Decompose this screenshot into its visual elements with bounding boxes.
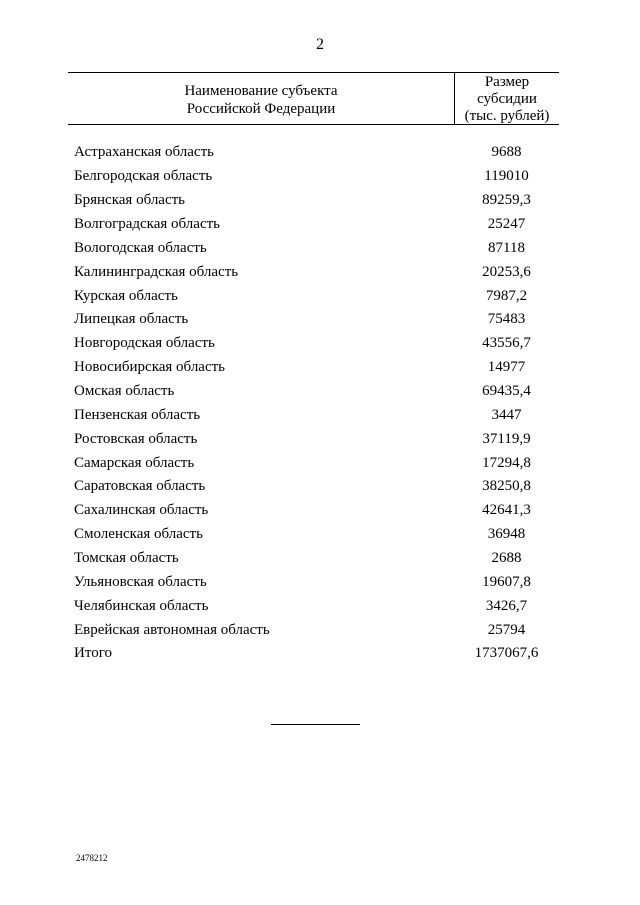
table-row	[74, 189, 559, 213]
subsidy-amount: 14977	[487, 359, 526, 376]
region-name: Новгородская область	[74, 335, 215, 352]
subsidy-amount: 43556,7	[482, 335, 531, 352]
table-row	[74, 618, 559, 642]
column-header-subsidy-amount-line: Размер	[484, 74, 530, 90]
subsidy-amount: 3447	[491, 406, 522, 423]
region-name: Саратовская область	[74, 478, 206, 495]
region-name: Вологодская область	[74, 239, 207, 256]
table-row	[74, 213, 559, 237]
region-name: Томская область	[74, 550, 179, 567]
table-row	[74, 141, 559, 165]
table-row	[74, 284, 559, 308]
subsidy-amount: 69435,4	[482, 383, 531, 400]
table-top-rule	[68, 72, 559, 73]
table-row	[74, 380, 559, 404]
page-number: 2	[316, 36, 324, 53]
subsidy-amount: 19607,8	[482, 573, 531, 590]
table-row	[74, 236, 559, 260]
table-total-row	[74, 642, 559, 666]
subsidy-amount: 17294,8	[482, 454, 531, 471]
subsidy-amount: 3426,7	[485, 597, 528, 614]
subsidy-amount: 9688	[491, 144, 522, 161]
column-header-region-name-line: Наименование субъекта	[184, 83, 338, 99]
region-name: Челябинская область	[74, 597, 209, 614]
subsidy-amount: 36948	[487, 526, 526, 543]
total-amount: 1737067,6	[474, 645, 539, 662]
region-name: Сахалинская область	[74, 502, 209, 519]
region-name: Еврейская автономная область	[74, 621, 270, 638]
subsidy-amount: 37119,9	[482, 430, 531, 447]
subsidy-amount: 75483	[487, 311, 526, 328]
column-header-subsidy-amount-line: субсидии	[477, 91, 537, 107]
subsidy-amount: 87118	[488, 239, 525, 256]
table-row	[74, 165, 559, 189]
region-name: Брянская область	[74, 192, 186, 209]
table-row	[74, 308, 559, 332]
subsidy-amount: 25794	[487, 621, 526, 638]
region-name: Белгородская область	[74, 168, 213, 185]
document-code: 2478212	[76, 853, 108, 863]
region-name: Смоленская область	[74, 526, 203, 543]
region-name: Ростовская область	[74, 430, 198, 447]
column-header-region-name-line: Российской Федерации	[186, 101, 336, 117]
subsidy-amount: 25247	[487, 216, 526, 232]
table-row	[74, 451, 559, 475]
table-row	[74, 523, 559, 547]
subsidy-amount: 89259,3	[482, 192, 531, 209]
region-name: Омская область	[74, 383, 175, 400]
table-row	[74, 332, 559, 356]
table-row	[74, 475, 559, 499]
column-header-subsidy-amount-line: (тыс. рублей)	[464, 108, 550, 124]
column-header-region-name	[68, 82, 454, 118]
region-name: Курская область	[74, 287, 178, 304]
subsidy-amount: 20253,6	[482, 263, 531, 280]
table-row	[74, 403, 559, 427]
region-name: Ульяновская область	[74, 573, 207, 590]
region-name: Калининградская область	[74, 263, 239, 280]
table-row	[74, 594, 559, 618]
subsidy-amount: 119010	[484, 168, 529, 185]
subsidy-amount: 42641,3	[482, 502, 531, 519]
region-name: Самарская область	[74, 454, 195, 471]
subsidy-amount: 2688	[491, 550, 522, 567]
column-header-subsidy-amount	[455, 74, 559, 125]
total-label: Итого	[74, 645, 112, 662]
table-row	[74, 547, 559, 571]
subsidy-table-body	[74, 141, 559, 666]
table-row	[74, 499, 559, 523]
region-name: Астраханская область	[74, 144, 214, 161]
table-end-rule	[271, 724, 360, 725]
region-name: Пензенская область	[74, 406, 201, 423]
table-row	[74, 260, 559, 284]
subsidy-amount: 38250,8	[482, 478, 531, 495]
table-row	[74, 427, 559, 451]
subsidy-amount: 7987,2	[485, 287, 528, 304]
region-name: Новосибирская область	[74, 359, 226, 376]
region-name: Волгоградская область	[74, 216, 220, 232]
table-row	[74, 570, 559, 594]
region-name: Липецкая область	[74, 311, 189, 328]
table-row	[74, 356, 559, 380]
